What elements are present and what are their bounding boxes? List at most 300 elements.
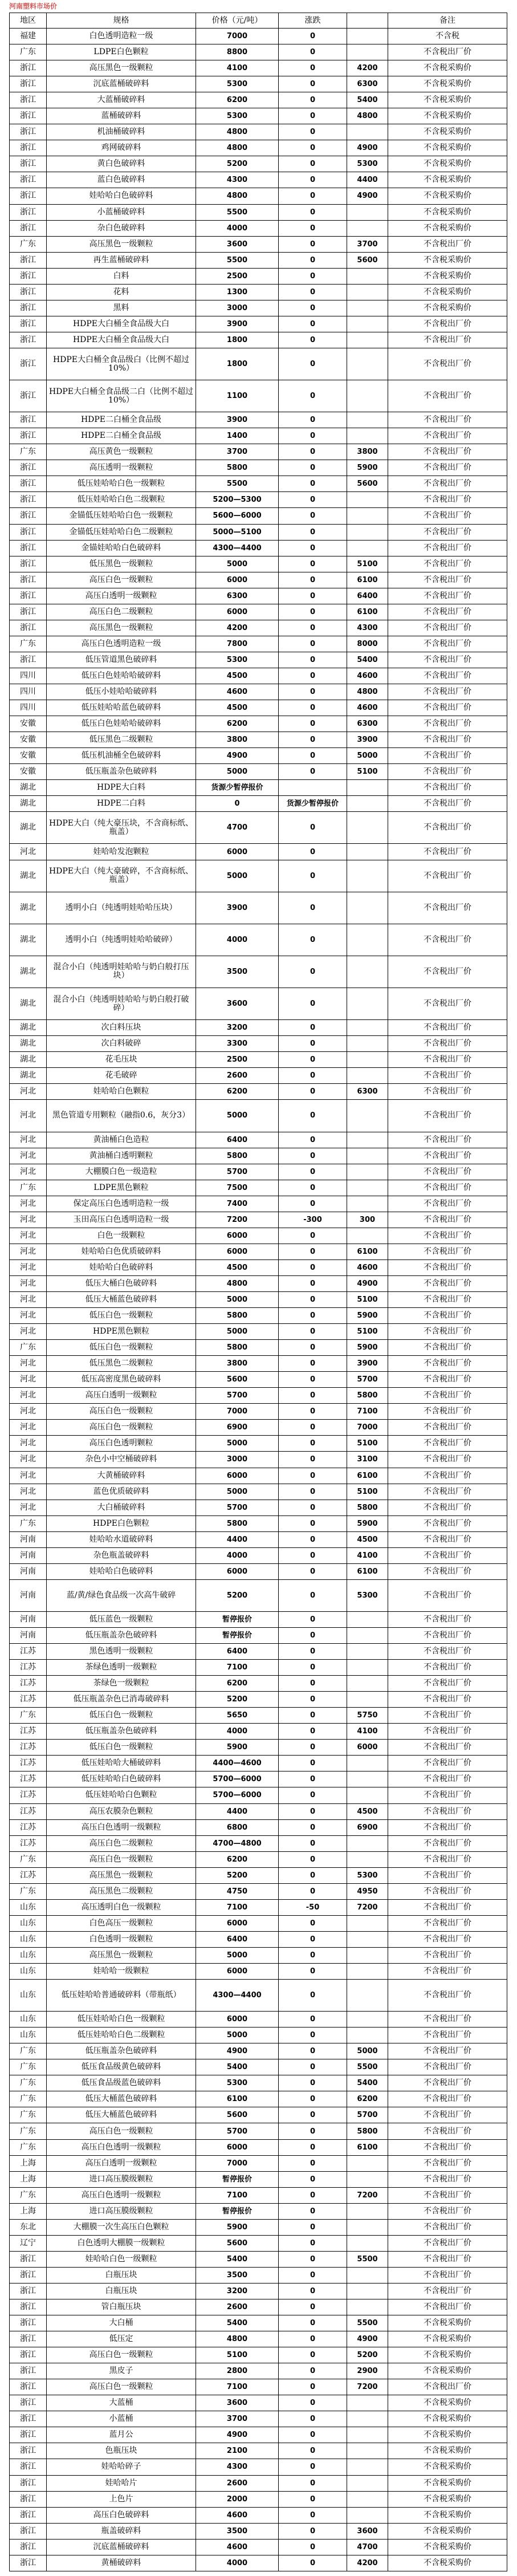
cell-region: 江苏 [9, 1787, 47, 1803]
cell-spec: 蓝白色破碎料 [47, 172, 196, 188]
cell-change: 0 [279, 316, 347, 332]
cell-region: 广东 [9, 2107, 47, 2123]
table-row [9, 29, 507, 44]
cell-change: 0 [279, 1868, 347, 1883]
cell-note: 不含税出厂价 [388, 1692, 507, 1707]
cell-spec: 次白料破碎 [47, 1036, 196, 1051]
cell-region: 广东 [9, 1884, 47, 1899]
table-row [9, 1308, 507, 1324]
table-row [9, 812, 507, 844]
cell-spec: 小蓝桶 [47, 2411, 196, 2427]
table-row [9, 285, 507, 300]
cell-spec: 低压娃哈哈普通破碎料（带瓶纸） [47, 1980, 196, 2011]
cell-region: 浙江 [9, 2395, 47, 2411]
cell-region: 广东 [9, 237, 47, 252]
table-row [9, 172, 507, 188]
cell-adj: 5600 [347, 253, 388, 268]
cell-price: 4500 [196, 700, 279, 716]
cell-region: 湖北 [9, 860, 47, 892]
table-row [9, 253, 507, 269]
table-row [9, 1084, 507, 1100]
cell-price: 5800 [196, 1148, 279, 1164]
cell-note: 不含税出厂价 [388, 412, 507, 428]
cell-spec: HDPE大白桶全食品级二白（比例不超过10%） [47, 380, 196, 412]
cell-change: 0 [279, 205, 347, 220]
table-row [9, 1771, 507, 1787]
cell-price: 4000 [196, 924, 279, 956]
table-row [9, 796, 507, 812]
cell-region: 浙江 [9, 588, 47, 604]
table-row [9, 668, 507, 684]
cell-spec: 高压透明白色一级颗粒 [47, 1900, 196, 1915]
cell-region: 上海 [9, 2204, 47, 2219]
table-row [9, 380, 507, 412]
cell-spec: 高压白色一级颗粒 [47, 2379, 196, 2395]
cell-note: 不含税出厂价 [388, 1756, 507, 1771]
cell-spec: 低压瓶盖杂色破碎料 [47, 764, 196, 779]
cell-spec: 高压白色一级颗粒 [47, 2347, 196, 2363]
cell-note: 不含税出厂价 [388, 1020, 507, 1035]
table-row [9, 1340, 507, 1356]
table-row [9, 156, 507, 172]
cell-note: 不含税出厂价 [388, 2188, 507, 2203]
cell-price: 6200 [196, 1084, 279, 1099]
cell-adj: 5100 [347, 1484, 388, 1500]
cell-change: 0 [279, 1324, 347, 1339]
cell-change: 0 [279, 1036, 347, 1051]
cell-region: 浙江 [9, 508, 47, 523]
cell-adj: 3600 [347, 2524, 388, 2539]
cell-note: 不含税出厂价 [388, 1820, 507, 1835]
table-row [9, 2220, 507, 2236]
cell-note: 不含税出厂价 [388, 796, 507, 811]
cell-region: 河北 [9, 1356, 47, 1371]
cell-adj [347, 2411, 388, 2427]
cell-region: 河北 [9, 1132, 47, 1148]
cell-price: 7400 [196, 1196, 279, 1212]
cell-change: 0 [279, 604, 347, 620]
cell-change: 0 [279, 1196, 347, 1212]
cell-price: 6000 [196, 2140, 279, 2155]
cell-price: 6000 [196, 2012, 279, 2027]
cell-region: 山东 [9, 1980, 47, 2011]
cell-change: 0 [279, 892, 347, 924]
cell-spec: 高压白透明一级颗粒 [47, 2156, 196, 2171]
table-row [9, 1644, 507, 1660]
cell-price: 5200 [196, 156, 279, 172]
cell-price: 2500 [196, 1052, 279, 1067]
cell-adj: 5100 [347, 1436, 388, 1451]
cell-spec: 低压大桶蓝色破碎料 [47, 2107, 196, 2123]
cell-spec: 大蓝桶破碎料 [47, 92, 196, 108]
cell-note: 不含税出厂价 [388, 508, 507, 523]
cell-note: 不含税出厂价 [388, 2059, 507, 2075]
cell-price: 5200—5300 [196, 492, 279, 507]
cell-adj [347, 29, 388, 44]
table-row [9, 2555, 507, 2571]
cell-note: 不含税出厂价 [388, 2379, 507, 2395]
cell-change: 0 [279, 541, 347, 556]
cell-price: 6800 [196, 1820, 279, 1835]
cell-region: 浙江 [9, 2363, 47, 2379]
cell-note: 不含税出厂价 [388, 892, 507, 924]
cell-note: 不含税出厂价 [388, 525, 507, 540]
cell-adj: 2900 [347, 2363, 388, 2379]
table-row [9, 1836, 507, 1852]
cell-price: 6300 [196, 588, 279, 604]
table-row [9, 124, 507, 140]
cell-change: 0 [279, 2284, 347, 2299]
table-row [9, 1292, 507, 1308]
cell-note: 不含税出厂价 [388, 1276, 507, 1291]
cell-spec: 低压黑色二级颗粒 [47, 732, 196, 747]
cell-spec: 低压大桶白色破碎料 [47, 1276, 196, 1291]
cell-spec: 黑料 [47, 300, 196, 316]
cell-price: 2600 [196, 1068, 279, 1083]
cell-note: 不含税出厂价 [388, 684, 507, 700]
cell-price: 4750 [196, 1884, 279, 1899]
cell-change: 0 [279, 1804, 347, 1819]
cell-spec: 娃哈哈白色破碎料 [47, 1564, 196, 1579]
cell-spec: HDPE大白桶全食品级大白 [47, 316, 196, 332]
cell-region: 浙江 [9, 652, 47, 668]
cell-adj: 4600 [347, 1260, 388, 1275]
cell-spec: HDPE二白料 [47, 796, 196, 811]
table-row [9, 924, 507, 956]
cell-change: 0 [279, 1340, 347, 1355]
cell-region: 浙江 [9, 556, 47, 572]
cell-adj: 5400 [347, 92, 388, 108]
page-title: 河南塑料市场价 [9, 2, 58, 10]
cell-spec: 低压娃哈哈白色一级颗粒 [47, 2012, 196, 2027]
cell-note: 不含税采购价 [388, 2427, 507, 2443]
cell-adj: 5700 [347, 2107, 388, 2123]
cell-change: 0 [279, 684, 347, 700]
cell-price: 4700—4800 [196, 1836, 279, 1851]
table-row [9, 1532, 507, 1548]
cell-region: 浙江 [9, 269, 47, 284]
cell-region: 四川 [9, 700, 47, 716]
cell-note: 不含税出厂价 [388, 1052, 507, 1067]
cell-change: 0 [279, 620, 347, 636]
table-row [9, 460, 507, 476]
cell-price: 5650 [196, 1708, 279, 1723]
cell-change: 0 [279, 1164, 347, 1180]
cell-adj: 4200 [347, 2555, 388, 2571]
cell-region: 广东 [9, 2188, 47, 2203]
cell-adj: 5500 [347, 2059, 388, 2075]
table-row [9, 541, 507, 556]
cell-change: 0 [279, 1404, 347, 1419]
cell-adj [347, 412, 388, 428]
cell-price: 6400 [196, 1132, 279, 1148]
table-row [9, 2059, 507, 2075]
cell-note: 不含税采购价 [388, 300, 507, 316]
cell-change: 0 [279, 1932, 347, 1947]
table-row [9, 1036, 507, 1052]
cell-adj [347, 1676, 388, 1691]
cell-note: 不含税出厂价 [388, 44, 507, 60]
cell-note: 不含税出厂价 [388, 444, 507, 460]
table-row [9, 1804, 507, 1820]
cell-change: 0 [279, 1020, 347, 1035]
price-table [9, 13, 507, 2573]
cell-region: 浙江 [9, 2379, 47, 2395]
cell-change: 0 [279, 844, 347, 859]
cell-note: 不含税出厂价 [388, 1132, 507, 1148]
cell-spec: 低压小娃哈哈破碎料 [47, 684, 196, 700]
cell-spec: 金锚低压娃哈哈白色一级颗粒 [47, 508, 196, 523]
cell-note: 不含税出厂价 [388, 460, 507, 476]
cell-change: 0 [279, 2555, 347, 2571]
cell-change: 0 [279, 2156, 347, 2171]
table-row [9, 764, 507, 780]
cell-spec: 白色透明造粒一级 [47, 29, 196, 44]
cell-adj [347, 541, 388, 556]
cell-adj: 4100 [347, 1724, 388, 1739]
cell-change: 0 [279, 716, 347, 732]
cell-spec: 混合小白（纯透明娃哈哈与奶白般打破碎） [47, 988, 196, 1019]
cell-region: 浙江 [9, 2524, 47, 2539]
cell-note: 不含税采购价 [388, 60, 507, 76]
cell-spec: 高压白色二级颗粒 [47, 604, 196, 620]
cell-note: 不含税出厂价 [388, 2268, 507, 2283]
cell-price: 5500 [196, 205, 279, 220]
table-row [9, 780, 507, 796]
table-row [9, 1980, 507, 2012]
cell-change: 0 [279, 1628, 347, 1643]
cell-note: 不含税出厂价 [388, 2299, 507, 2315]
cell-price: 2600 [196, 2476, 279, 2491]
cell-adj: 8000 [347, 636, 388, 652]
cell-note: 不含税出厂价 [388, 1068, 507, 1083]
cell-price: 5400 [196, 2252, 279, 2267]
table-row [9, 1964, 507, 1980]
cell-adj: 3700 [347, 237, 388, 252]
cell-change: 0 [279, 253, 347, 268]
cell-change: 0 [279, 29, 347, 44]
cell-region: 浙江 [9, 285, 47, 300]
table-row [9, 1740, 507, 1756]
cell-spec: 瓶盖破碎料 [47, 2524, 196, 2539]
cell-region: 河北 [9, 1100, 47, 1131]
cell-spec: 低压娃哈哈大桶破碎料 [47, 1756, 196, 1771]
cell-price: 6200 [196, 92, 279, 108]
cell-price: 7200 [196, 1212, 279, 1228]
cell-region: 浙江 [9, 205, 47, 220]
cell-region: 浙江 [9, 412, 47, 428]
cell-adj: 6100 [347, 2140, 388, 2155]
cell-spec: 低压大桶蓝色破碎料 [47, 1292, 196, 1307]
cell-note: 不含税出厂价 [388, 1884, 507, 1899]
table-row [9, 476, 507, 492]
cell-spec: 高压白色透明颗粒 [47, 1436, 196, 1451]
cell-region: 浙江 [9, 2299, 47, 2315]
cell-change: 0 [279, 188, 347, 204]
cell-adj [347, 1771, 388, 1787]
cell-adj: 3800 [347, 444, 388, 460]
cell-adj [347, 892, 388, 924]
cell-note: 不含税采购价 [388, 2508, 507, 2523]
cell-note: 不含税出厂价 [388, 1660, 507, 1675]
cell-change: 0 [279, 1228, 347, 1244]
cell-note: 不含税出厂价 [388, 1244, 507, 1259]
cell-spec: 低压白色娃哈哈破碎料 [47, 716, 196, 732]
cell-price: 4800 [196, 1276, 279, 1291]
cell-adj [347, 812, 388, 843]
cell-change [279, 780, 347, 795]
cell-change: 0 [279, 300, 347, 316]
cell-note: 不含税出厂价 [388, 1964, 507, 1979]
table-row [9, 1756, 507, 1771]
cell-price: 5200 [196, 1868, 279, 1883]
cell-spec: 高压黑色一级颗粒 [47, 237, 196, 252]
cell-price: 5000 [196, 764, 279, 779]
cell-region: 湖北 [9, 892, 47, 924]
cell-note: 不含税出厂价 [388, 1452, 507, 1467]
cell-region: 河南 [9, 1612, 47, 1627]
cell-note: 不含税出厂价 [388, 1324, 507, 1339]
cell-spec: 黄油桶白色造粒 [47, 1132, 196, 1148]
cell-adj [347, 2012, 388, 2027]
cell-price: 7000 [196, 1404, 279, 1419]
cell-adj: 4200 [347, 60, 388, 76]
cell-note: 不含税采购价 [388, 2411, 507, 2427]
cell-price: 7100 [196, 2188, 279, 2203]
cell-spec: 低压蓝色一级颗粒 [47, 1612, 196, 1627]
cell-change: 0 [279, 332, 347, 348]
cell-spec: 白色一级颗粒 [47, 1228, 196, 1244]
cell-price: 3900 [196, 412, 279, 428]
table-row [9, 588, 507, 604]
cell-change: 0 [279, 2508, 347, 2523]
cell-change: 0 [279, 1787, 347, 1803]
cell-region: 浙江 [9, 140, 47, 156]
cell-note: 不含税出厂价 [388, 332, 507, 348]
cell-price: 4800 [196, 124, 279, 140]
cell-change: 0 [279, 1708, 347, 1723]
table-row [9, 2540, 507, 2555]
cell-region: 浙江 [9, 188, 47, 204]
cell-note: 不含税出厂价 [388, 428, 507, 444]
cell-adj: 5200 [347, 2347, 388, 2363]
table-row [9, 2140, 507, 2156]
cell-note: 不含税出厂价 [388, 541, 507, 556]
cell-adj [347, 2172, 388, 2187]
cell-price: 6000 [196, 1564, 279, 1579]
cell-adj: 4600 [347, 668, 388, 684]
table-row [9, 1868, 507, 1884]
cell-price: 5600 [196, 1372, 279, 1387]
cell-change: 0 [279, 428, 347, 444]
table-row [9, 2107, 507, 2123]
cell-change: 0 [279, 1420, 347, 1435]
cell-change: 0 [279, 460, 347, 476]
cell-adj: 5400 [347, 2075, 388, 2091]
cell-adj: 4600 [347, 700, 388, 716]
cell-change: 0 [279, 1084, 347, 1099]
table-row [9, 1068, 507, 1084]
cell-change: 0 [279, 2411, 347, 2427]
table-row [9, 636, 507, 652]
cell-adj [347, 1100, 388, 1131]
cell-note: 不含税采购价 [388, 92, 507, 108]
cell-adj [347, 2268, 388, 2283]
cell-price: 3700 [196, 2411, 279, 2427]
table-row [9, 2492, 507, 2508]
cell-region: 浙江 [9, 525, 47, 540]
cell-change: 0 [279, 1612, 347, 1627]
cell-change: 0 [279, 956, 347, 988]
table-row [9, 1020, 507, 1036]
cell-price: 5600 [196, 2236, 279, 2251]
cell-price: 4000 [196, 2555, 279, 2571]
cell-spec: 黄油桶白透明颗粒 [47, 1148, 196, 1164]
cell-note: 不含税出厂价 [388, 556, 507, 572]
cell-region: 广东 [9, 2043, 47, 2059]
cell-region: 广东 [9, 2140, 47, 2155]
table-row [9, 2299, 507, 2315]
cell-price: 4400—4600 [196, 1756, 279, 1771]
cell-spec: 娃哈哈水道破碎料 [47, 1532, 196, 1547]
table-row [9, 1324, 507, 1340]
cell-region: 河北 [9, 1084, 47, 1099]
cell-change: 0 [279, 1548, 347, 1563]
table-row [9, 332, 507, 348]
cell-note: 不含税出厂价 [388, 1148, 507, 1164]
cell-spec: 黑皮子 [47, 2363, 196, 2379]
table-row [9, 2284, 507, 2299]
cell-spec: 杂白色破碎料 [47, 221, 196, 236]
cell-region: 湖北 [9, 924, 47, 956]
cell-price: 6200 [196, 716, 279, 732]
cell-price: 6000 [196, 1228, 279, 1244]
cell-region: 河南 [9, 1548, 47, 1563]
cell-region: 江苏 [9, 1644, 47, 1659]
cell-spec: 透明小白（纯透明娃哈哈压块） [47, 892, 196, 924]
cell-region: 河南 [9, 1628, 47, 1643]
cell-region: 浙江 [9, 253, 47, 268]
cell-region: 浙江 [9, 572, 47, 588]
cell-change: 0 [279, 1580, 347, 1611]
header-region: 地区 [9, 13, 47, 28]
cell-adj [347, 956, 388, 988]
table-row [9, 76, 507, 92]
cell-price: 4000 [196, 1724, 279, 1739]
table-row [9, 1724, 507, 1740]
cell-spec: 低压娃哈哈白色破碎料 [47, 1771, 196, 1787]
cell-price: 4500 [196, 1260, 279, 1275]
cell-spec: 低压黑色一级颗粒 [47, 556, 196, 572]
cell-adj: 6300 [347, 76, 388, 92]
table-row [9, 956, 507, 988]
cell-spec: HDPE白色颗粒 [47, 1516, 196, 1531]
table-row [9, 844, 507, 860]
cell-adj: 6000 [347, 1740, 388, 1755]
cell-adj [347, 285, 388, 300]
cell-price: 5600 [196, 2107, 279, 2123]
cell-region: 河北 [9, 1164, 47, 1180]
cell-spec: 白色高压一级颗粒 [47, 1916, 196, 1931]
cell-price: 5400 [196, 2059, 279, 2075]
cell-price: 3900 [196, 892, 279, 924]
cell-region: 河北 [9, 1292, 47, 1307]
cell-spec: 高压白色透明一级颗粒 [47, 2188, 196, 2203]
cell-adj [347, 1180, 388, 1196]
cell-change: 0 [279, 285, 347, 300]
cell-price: 5300 [196, 2075, 279, 2091]
cell-note: 不含税出厂价 [388, 2075, 507, 2091]
